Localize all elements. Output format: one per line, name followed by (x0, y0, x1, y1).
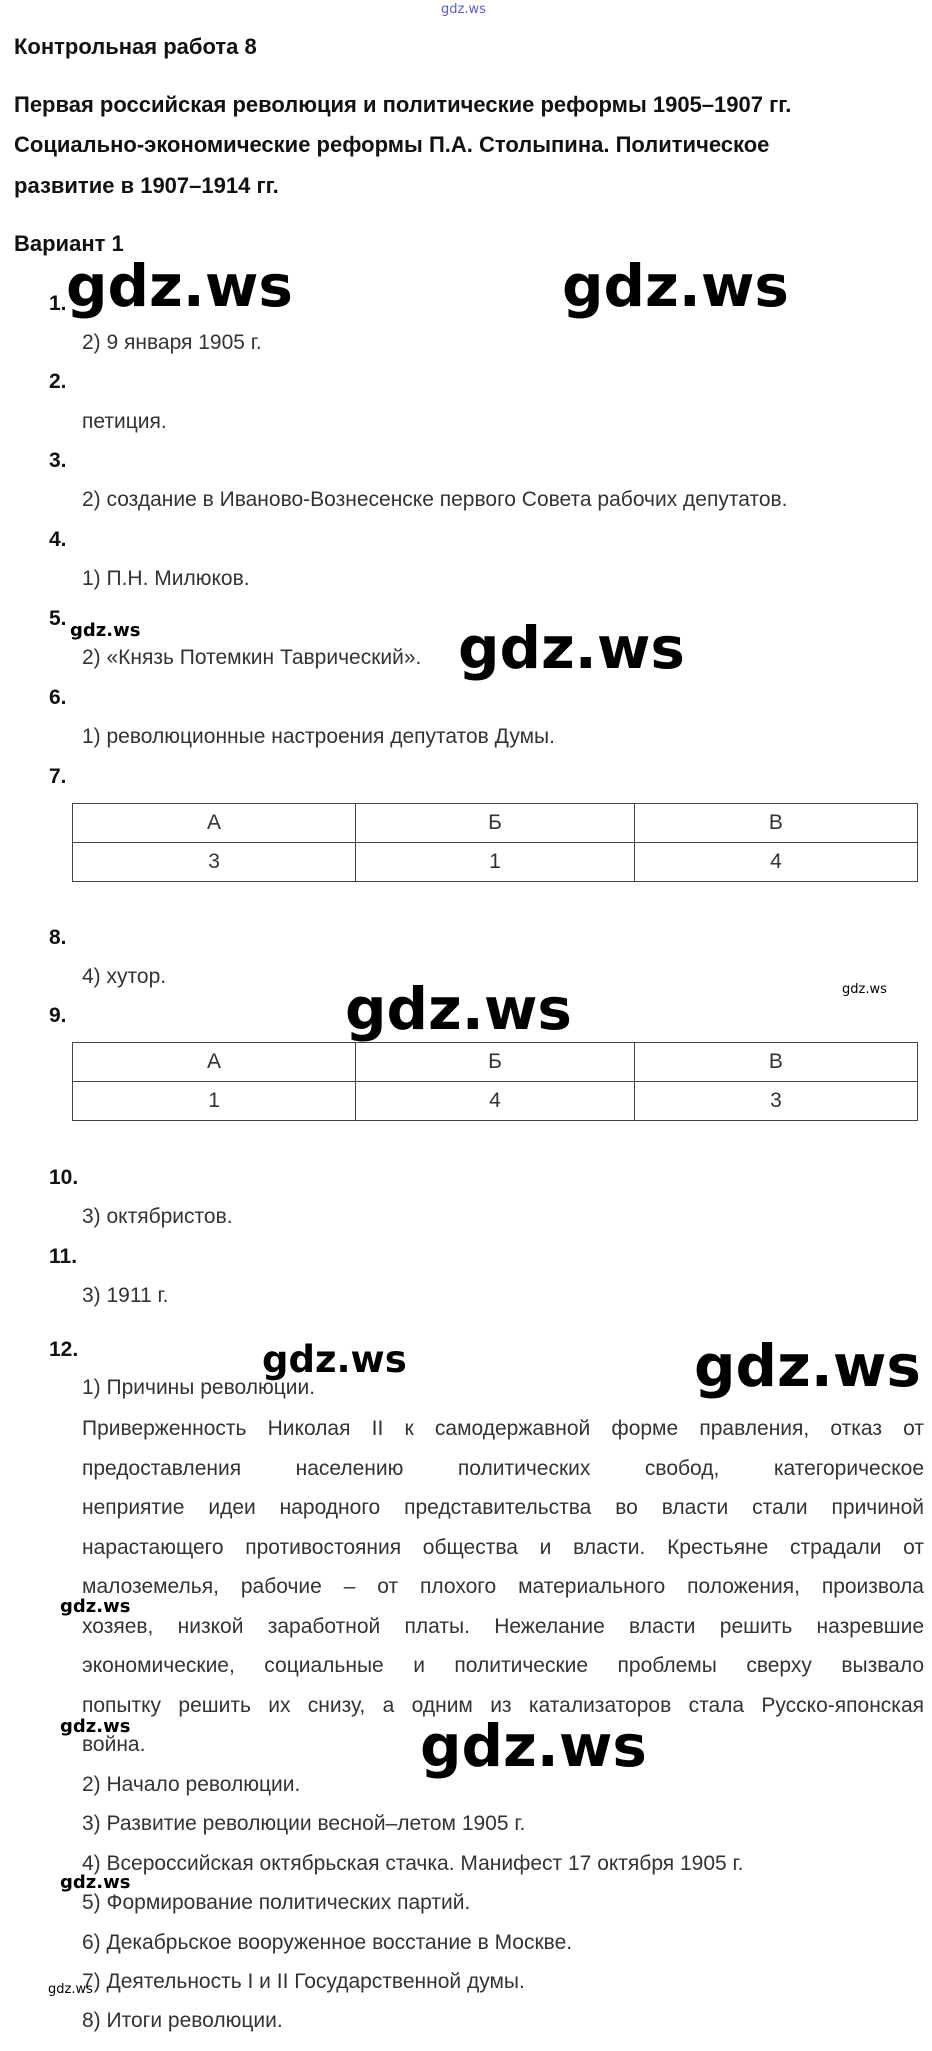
answer-2: петиция. (82, 410, 167, 433)
watermark: gdz.ws (262, 1338, 407, 1381)
watermark: gdz.ws (60, 1872, 131, 1893)
paragraph-line: Приверженность Николая II к самодержавной форме правления, отказ от (82, 1417, 924, 1440)
table-header-cell: А (73, 804, 356, 843)
watermark: gdz.ws (842, 982, 887, 997)
list-item: 7) Деятельность I и II Государственной думы. (82, 1970, 525, 1993)
paragraph-line: нарастающего противостояния общества и власти. Крестьяне страдали от (82, 1535, 924, 1559)
paragraph-line: малоземелья, рабочие – от плохого материального положения, произвола (82, 1575, 924, 1598)
answer-3: 2) создание в Иваново-Вознесенске первого Совета рабочих депутатов. (82, 488, 788, 511)
subtitle-line-2: Социально-экономические реформы П.А. Столыпина. Политическое (14, 132, 770, 157)
answer-table-7 (72, 803, 918, 882)
table-header-cell: В (634, 804, 917, 843)
list-item: 4) Всероссийская октябрьская стачка. Манифест 17 октября 1905 г. (82, 1852, 744, 1875)
question-number-3: 3. (49, 449, 67, 472)
list-item: 2) Начало революции. (82, 1773, 301, 1796)
question-number-9: 9. (49, 1004, 67, 1027)
answer-11: 3) 1911 г. (82, 1284, 169, 1307)
watermark: gdz.ws (345, 975, 572, 1043)
question-number-10: 10. (49, 1166, 79, 1189)
table-header-cell: Б (356, 1043, 635, 1082)
paragraph-line: война. (82, 1733, 146, 1756)
table-row (73, 1082, 918, 1121)
table-cell: 3 (73, 843, 356, 882)
list-item: 8) Итоги революции. (82, 2009, 283, 2032)
table-cell: 1 (356, 843, 635, 882)
answer-8: 4) хутор. (82, 965, 167, 988)
table-cell: 3 (634, 1082, 917, 1121)
paragraph-line: неприятие идеи народного представительства во власти стали причиной (82, 1496, 924, 1519)
subtitle-line-3: развитие в 1907–1914 гг. (14, 173, 279, 198)
watermark: gdz.ws (562, 252, 789, 320)
answer-table-9 (72, 1042, 918, 1121)
watermark: gdz.ws (66, 252, 293, 320)
answer-4: 1) П.Н. Милюков. (82, 567, 250, 590)
question-number-11: 11. (49, 1245, 78, 1268)
paragraph-line: предоставления населению политических свобод, категорическое (82, 1456, 924, 1480)
list-item: 6) Декабрьское вооруженное восстание в Москве. (82, 1931, 573, 1954)
table-header-row (73, 1043, 918, 1082)
watermark: gdz.ws (420, 1712, 647, 1780)
list-item: 3) Развитие революции весной–летом 1905 г. (82, 1812, 526, 1835)
table-header-row (73, 804, 918, 843)
subtitle-line-1: Первая российская революция и политические реформы 1905–1907 гг. (14, 92, 792, 117)
paragraph-line: экономические, социальные и политические проблемы сверху вызвало (82, 1654, 924, 1677)
watermark: gdz.ws (458, 614, 685, 682)
paragraph-line: попытку решить их снизу, а одним из катализаторов стала Русско-японская (82, 1693, 924, 1717)
watermark: gdz.ws (694, 1332, 921, 1400)
table-header-cell: В (634, 1043, 917, 1082)
question-number-7: 7. (49, 765, 67, 788)
table-row (73, 843, 918, 882)
watermark: gdz.ws (48, 1982, 93, 1997)
variant-label: Вариант 1 (14, 231, 124, 256)
question-number-4: 4. (49, 528, 67, 551)
table-cell: 4 (634, 843, 917, 882)
question-number-8: 8. (49, 926, 67, 949)
table-header-cell: Б (356, 804, 635, 843)
page-title: Контрольная работа 8 (14, 34, 257, 59)
question-number-2: 2. (49, 370, 67, 393)
answer-12-heading: 1) Причины революции. (82, 1376, 316, 1399)
watermark: gdz.ws (60, 1716, 131, 1737)
question-number-6: 6. (49, 686, 67, 709)
table-header-cell: А (73, 1043, 356, 1082)
watermark: gdz.ws (70, 620, 141, 641)
answer-5: 2) «Князь Потемкин Таврический». (82, 646, 422, 669)
question-number-5: 5. (49, 607, 67, 630)
question-number-12: 12. (49, 1338, 79, 1361)
answer-1: 2) 9 января 1905 г. (82, 331, 262, 354)
watermark: gdz.ws (60, 1596, 131, 1617)
watermark-top: gdz.ws (441, 2, 486, 17)
answer-10: 3) октябристов. (82, 1205, 233, 1228)
question-number-1: 1. (49, 292, 67, 315)
table-cell: 4 (356, 1082, 635, 1121)
list-item: 5) Формирование политических партий. (82, 1891, 471, 1914)
paragraph-line: хозяев, низкой заработной платы. Нежелание власти решить назревшие (82, 1614, 924, 1638)
table-cell: 1 (73, 1082, 356, 1121)
answer-6: 1) революционные настроения депутатов Думы. (82, 725, 555, 748)
